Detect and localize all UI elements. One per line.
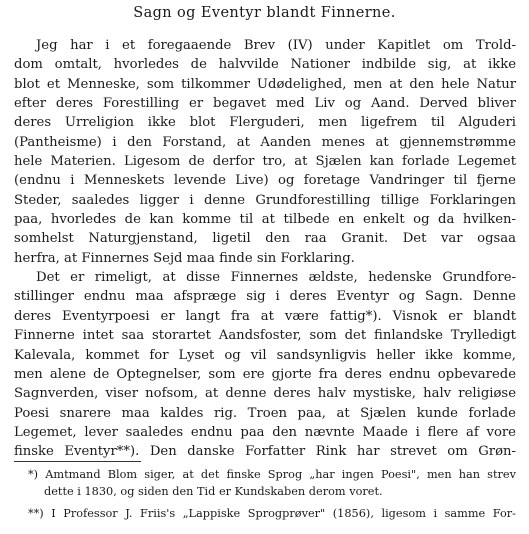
text-line: herfra, at Finnernes Sejd maa finde sin Forklaring. [14, 250, 355, 266]
footnote-divider [14, 461, 141, 462]
text-line: Finnerne intet saa storartet Aandsfoster, som det finlandske Trylledigt [14, 328, 516, 344]
footnotes [14, 466, 516, 522]
text-line: paa, hvorledes de kan komme til at tilbede en enkelt og da hvilken- [14, 212, 516, 228]
text-line: Legemet, lever saaledes endnu paa den nævnte Maade i flere af vore [14, 424, 516, 440]
text-line: Poesi snarere maa kaldes rig. Troen paa, at Sjælen kunde forlade [14, 405, 516, 421]
text-line: deres Urreligion ikke blot Flerguderi, men ligefrem til Alguderi [14, 115, 516, 131]
text-line: men alene de Optegnelser, som ere gjorte fra deres endnu opbevarede [14, 366, 516, 382]
text-line: dom omtalt, hvorledes de halvvilde Nationer indbilde sig, at ikke [14, 57, 516, 73]
text-line: blot et Menneske, som tilkommer Udødelighed, men at den hele Natur [14, 76, 516, 92]
text-line: Det er rimeligt, at disse Finnernes ældste, hedenske Grundfore- [36, 270, 516, 286]
text-line: deres Eventyrpoesi er langt fra at være fattig*). Visnok er blandt [14, 308, 516, 324]
text-line: stillinger endnu maa afspræge sig i deres Eventyr og Sagn. Denne [14, 289, 516, 305]
text-line: hele Materien. Ligesom de derfor tro, at Sjælen kan forlade Legemet [14, 154, 516, 170]
text-line: (Pantheisme) i den Forstand, at Aanden menes at gjennemstrømme [14, 134, 516, 150]
page-title: Sagn og Eventyr blandt Finnerne. [133, 5, 396, 21]
footnote-line: *) Amtmand Blom siger, at det finske Sprog „har ingen Poesi", men han strev [28, 468, 516, 481]
text-line: efter deres Forestilling er begavet med Liv og Aand. Derved bliver [14, 96, 516, 112]
footnote-line: **) I Professor J. Friis's „Lappiske Sprogprøver" (1856), ligesom i samme For- [28, 506, 516, 520]
text-line: somhelst Naturgjenstand, ligetil den raa Granit. Det var ogsaa [14, 231, 516, 247]
text-line: Kalevala, kommet for Lyset og vil sandsynligvis heller ikke komme, [14, 347, 516, 363]
text-line: Sagnverden, viser nofsom, at denne deres halv mystiske, halv religiøse [14, 386, 516, 402]
body-text [14, 36, 516, 462]
text-line: finske Eventyr**). Den danske Forfatter Rink har strevet om Grøn- [14, 444, 516, 460]
text-line: Steder, saaledes ligger i denne Grundforestilling tillige Forklaringen [14, 192, 516, 208]
text-line: (endnu i Menneskets levende Live) og foretage Vandringer til fjerne [14, 173, 516, 189]
footnote-line: dette i 1830, og siden den Tid er Kundskaben derom voret. [44, 485, 383, 499]
text-line: Jeg har i et foregaaende Brev (IV) under Kapitlet om Trold- [36, 38, 516, 53]
